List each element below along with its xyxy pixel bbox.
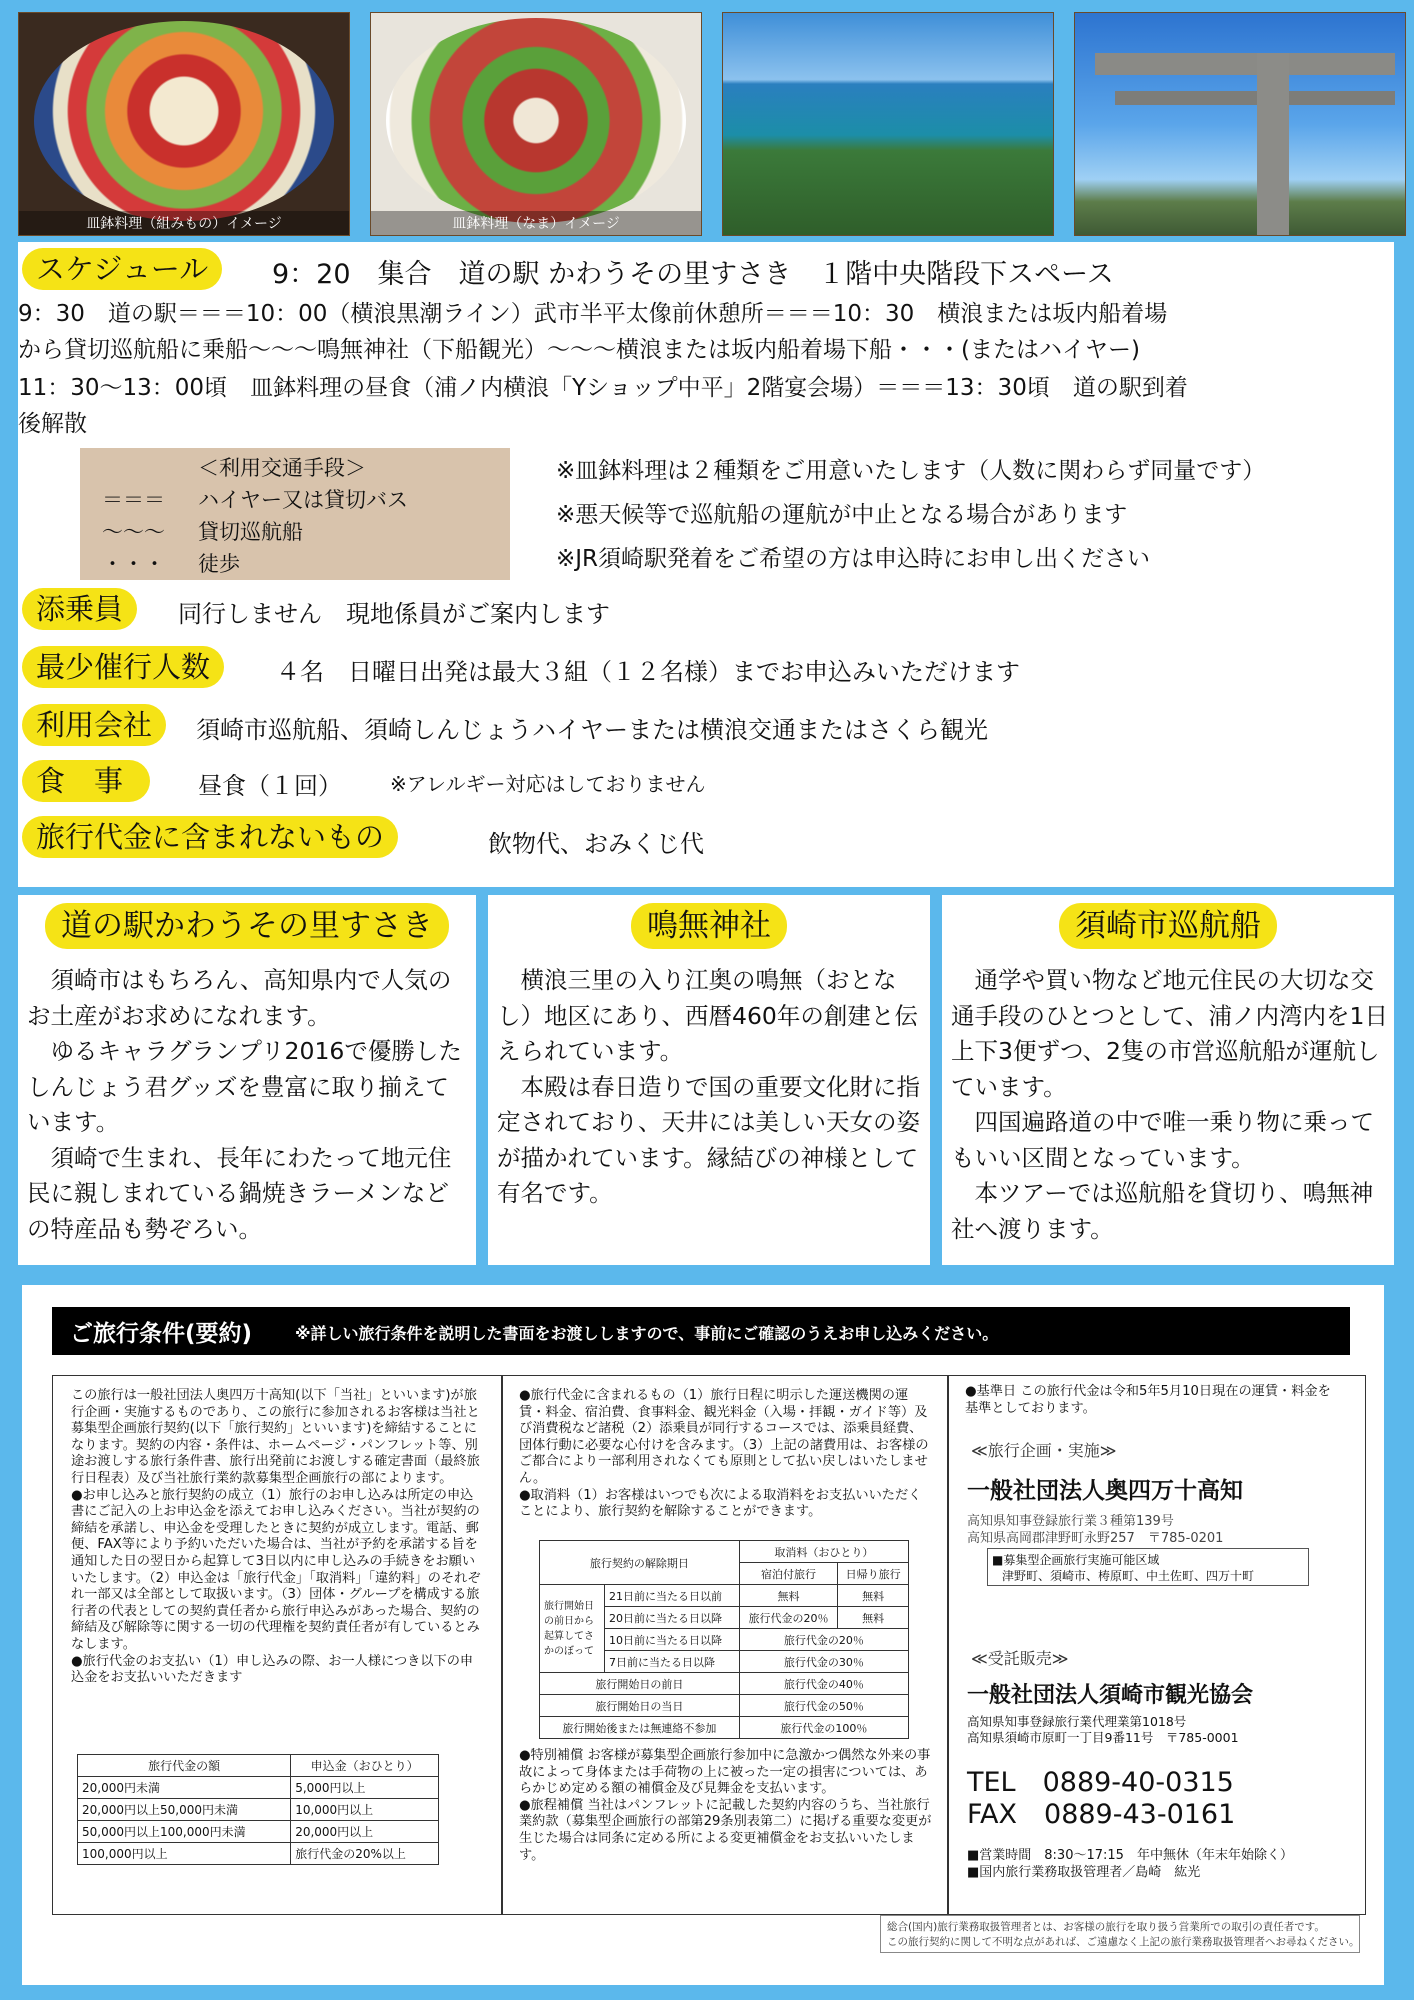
tag-not-included: 旅行代金に含まれないもの [22, 816, 398, 858]
photo-caption: 皿鉢料理（組みもの）イメージ [19, 211, 349, 235]
planner-addr: 高知県高岡郡津野町永野257 〒785-0201 [967, 1531, 1224, 1546]
area-box [987, 1548, 1309, 1586]
table-header: 取消料（おひとり） [739, 1541, 908, 1563]
torii-pillar [1257, 53, 1289, 235]
conditions-subtitle: ※詳しい旅行条件を説明した書面をお渡ししますので、事前にご確認のうえお申し込みください。 [295, 1324, 999, 1343]
table-cell: 5,000円以上 [291, 1777, 439, 1799]
torii-beam [1095, 53, 1395, 75]
table-row [540, 1673, 909, 1695]
planner-label: ≪旅行企画・実施≫ [971, 1441, 1117, 1460]
divider [947, 1376, 949, 1914]
table-cell: 10日前に当たる日以降 [605, 1629, 740, 1651]
photo-sawachi-kumimono [18, 12, 350, 236]
legend-sym-walk: ・・・ [102, 552, 165, 576]
footnote-line: 総合(国内)旅行業務取扱管理者とは、お客様の旅行を取り扱う営業所での取引の責任者です。 [887, 1921, 1325, 1933]
column-paragraph: ゆるキャラグランプリ2016で優勝したしんじょう君グッズを豊富に取り揃えています。 [27, 1037, 462, 1136]
photo-sawachi-nama [370, 12, 702, 236]
table-cell: 10,000円以上 [291, 1799, 439, 1821]
table-cell: 旅行代金の100％ [739, 1717, 908, 1739]
legend-title: ＜利用交通手段＞ [198, 456, 366, 480]
planner-reg: 高知県知事登録旅行業３種第139号 [967, 1514, 1174, 1529]
photo-torii [1074, 12, 1406, 236]
not-included-text: 飲物代、おみくじ代 [488, 830, 704, 858]
table-cell: 21日前に当たる日以前 [605, 1585, 740, 1607]
fax-number: FAX 0889-43-0161 [967, 1799, 1236, 1830]
table-cell: 無料 [739, 1585, 837, 1607]
conditions-paragraph: ●取消料（1）お客様はいつでも次による取消料をお支払いいただくことにより、旅行契約を解除することができます。 [519, 1487, 922, 1520]
table-cell: 無料 [838, 1585, 909, 1607]
cancel-fee-table [539, 1540, 909, 1739]
table-header: 旅行代金の額 [78, 1755, 291, 1777]
table-cell: 100,000円以上 [78, 1843, 291, 1865]
photo-caption: 皿鉢料理（なま）イメージ [371, 211, 701, 235]
dish-image [386, 18, 686, 223]
travel-conditions-panel [22, 1285, 1384, 1985]
schedule-line-3: 11：30〜13：00頃 皿鉢料理の昼食（浦ノ内横浪「Yショップ中平」2階宴会場）＝＝＝13：30頃 道の駅到着 [18, 375, 1188, 401]
table-cell: 旅行代金の30％ [739, 1651, 908, 1673]
divider [501, 1376, 503, 1914]
column-paragraph: 本ツアーでは巡航船を貸切り、鳴無神社へ渡ります。 [951, 1179, 1374, 1243]
legend-label-car: ハイヤー又は貸切バス [198, 488, 408, 512]
tag-min-participants: 最少催行人数 [22, 646, 224, 688]
dish-image [34, 21, 334, 221]
schedule-line-2: から貸切巡航船に乗船〜〜〜鳴無神社（下船観光）〜〜〜横浪または坂内船着場下船・・・(またはハイヤー) [18, 337, 1140, 363]
planner-name: 一般社団法人奥四万十高知 [967, 1478, 1243, 1504]
column-otonashi-shrine [488, 895, 930, 1265]
conditions-paragraph: この旅行は一般社団法人奥四万十高知(以下「当社」といいます)が旅行企画・実施するものであり、この旅行に参加されるお客様は当社と募集型企画旅行契約(以下「旅行契約」といいます)を締結することになります。契約の内容・条件は、ホームページ・パンフレット等、別途お渡しする旅行条件書、旅行出発前にお渡しする確定書面（最終旅行日程表）及び当社旅行業約款募集型企画旅行の部によります。 [71, 1388, 480, 1486]
table-row [78, 1843, 439, 1865]
conditions-paragraph: ●旅行代金のお支払い（1）申し込みの際、お一人様につき以下の申込金をお支払いいただきます [71, 1653, 474, 1686]
column-paragraph: 須崎で生まれ、長年にわたって地元住民に親しまれている鍋焼きラーメンなどの特産品も勢ぞろい。 [27, 1143, 452, 1243]
conditions-paragraph: ●旅程補償 当社はパンフレットに記載した契約内容のうち、当社旅行業約款（募集型企画旅行の部第29条別表第二）に掲げる重要な変更が生じた場合は同条に定める所による変更補償金をお支払いいたします。 [519, 1797, 932, 1863]
table-header: 日帰り旅行 [838, 1563, 909, 1585]
table-cell: 旅行開始日の当日 [540, 1695, 740, 1717]
column-paragraph: 須崎市はもちろん、高知県内で人気のお土産がお求めになれます。 [27, 966, 452, 1030]
conditions-col2a [519, 1388, 933, 1521]
schedule-line-4: 後解散 [18, 411, 87, 437]
footnote-line: この旅行契約に関して不明な点があれば、ご遠慮なく上記の旅行業務取扱管理者へお尋ねください。 [887, 1936, 1360, 1948]
conditions-col1 [71, 1388, 483, 1687]
column-body [951, 963, 1388, 1247]
conditions-col2b [519, 1748, 933, 1864]
column-body [27, 963, 470, 1247]
column-paragraph: 通学や買い物など地元住民の大切な交通手段のひとつとして、浦ノ内湾内を1日上下3便ずつ、2隻の市営巡航船が運航しています。 [951, 966, 1389, 1101]
photo-coast [722, 12, 1054, 236]
deposit-table [77, 1754, 439, 1865]
schedule-tag: スケジュール [22, 248, 222, 290]
torii-beam-2 [1115, 91, 1395, 105]
legend-sym-car: ＝＝＝ [102, 488, 165, 512]
seller-reg: 高知県知事登録旅行業代理業第1018号 [967, 1714, 1187, 1729]
column-body [497, 963, 924, 1212]
legend-label-boat: 貸切巡航船 [198, 520, 303, 544]
table-cell: 旅行代金の20%以上 [291, 1843, 439, 1865]
table-cell: 旅行開始後または無連絡不参加 [540, 1717, 740, 1739]
transport-legend [80, 448, 510, 580]
note-jr: ※JR須崎駅発着をご希望の方は申込時にお申し出ください [556, 546, 1151, 572]
legend-sym-boat: 〜〜〜 [102, 520, 165, 544]
conditions-frame [52, 1375, 1366, 1915]
table-row [78, 1821, 439, 1843]
conditions-paragraph: ●特別補償 お客様が募集型企画旅行参加中に急激かつ偶然な外来の事故によって身体または手荷物の上に被った一定の損害については、あらかじめ定める額の補償金及び見舞金を支払います。 [519, 1748, 931, 1797]
meal-text: 昼食（１回） [198, 772, 342, 800]
table-cell: 旅行代金の50％ [739, 1695, 908, 1717]
travel-manager: ■国内旅行業務取扱管理者／島崎 紘光 [967, 1865, 1201, 1880]
table-cell: 20,000円以上 [291, 1821, 439, 1843]
meal-note: ※アレルギー対応はしておりません [390, 772, 706, 796]
conditions-paragraph: ●お申し込みと旅行契約の成立（1）旅行のお申し込みは所定の申込書にご記入の上お申込金を添えてお申し込みください。当社が契約の締結を承諾し、申込金を受理したときに契約が成立します。電話、郵便、FAX等により予約いただいた場合は、当社が予約を承諾する旨を通知した日の翌日から起算して3日以内に申し込みの手続きをお願いいたします。（2）申込金は「旅行代金」「取消料」「違約料」のそれぞれ一部又は全部として取扱います。（3）団体・グループを構成する旅行者の代表としての契約責任者から旅行申込みがあった場合、契約の締結及び解除等に関する一切の代理権を契約責任者が有しているとみなします。 [71, 1487, 481, 1652]
conditions-title: ご旅行条件(要約) [70, 1321, 253, 1347]
table-header: 旅行契約の解除期日 [540, 1541, 740, 1585]
tag-companies: 利用会社 [22, 704, 166, 746]
tag-meal: 食 事 [22, 760, 150, 802]
footnote-box [880, 1915, 1360, 1953]
table-cell: 20,000円未満 [78, 1777, 291, 1799]
table-row [540, 1585, 909, 1607]
seller-name: 一般社団法人須崎市観光協会 [967, 1683, 1254, 1708]
area-label: ■募集型企画旅行実施可能区域 [992, 1553, 1160, 1567]
tour-conductor-text: 同行しません 現地係員がご案内します [178, 600, 610, 628]
column-title: 道の駅かわうその里すさき [45, 903, 449, 949]
meeting-text: 9：20 集合 道の駅 かわうその里すさき １階中央階段下スペース [272, 259, 1114, 290]
table-cell: 旅行代金の40％ [739, 1673, 908, 1695]
column-paragraph: 本殿は春日造りで国の重要文化財に指定されており、天井には美しい天女の姿が描かれています。縁結びの神様として有名です。 [497, 1072, 920, 1207]
schedule-line-1: 9：30 道の駅＝＝＝10：00（横浪黒潮ライン）武市半平太像前休憩所＝＝＝10：30 横浪または坂内船着場 [18, 301, 1168, 327]
table-row [540, 1695, 909, 1717]
companies-text: 須崎市巡航船、須崎しんじょうハイヤーまたは横浪交通またはさくら観光 [196, 716, 988, 744]
table-cell: 無料 [838, 1607, 909, 1629]
table-side-label: 旅行開始日の前日から起算してさかのぼって [540, 1585, 605, 1673]
column-title: 須崎市巡航船 [1059, 903, 1277, 949]
table-cell: 旅行開始日の前日 [540, 1673, 740, 1695]
tel-number: TEL 0889-40-0315 [967, 1767, 1234, 1798]
column-paragraph: 横浪三里の入り江奥の鳴無（おとなし）地区にあり、西暦460年の創建と伝えられています。 [497, 966, 918, 1065]
table-row [78, 1799, 439, 1821]
table-cell: 7日前に当たる日以降 [605, 1651, 740, 1673]
conditions-paragraph: ●旅行代金に含まれるもの（1）旅行日程に明示した運送機関の運賃・料金、宿泊費、食事料金、観光料金（入場・拝観・ガイド等）及び消費税など諸税（2）添乗員が同行するコースでは、添乗員経費、団体行動に必要な心付けを含みます。（3）上記の諸費用は、お客様のご都合により一部利用されなくても原則として払い戻しはいたしません。 [519, 1388, 929, 1486]
area-text: 津野町、須崎市、梼原町、中土佐町、四万十町 [1002, 1569, 1255, 1583]
note-sawachi: ※皿鉢料理は２種類をご用意いたします（人数に関わらず同量です） [556, 458, 1266, 484]
conditions-header [52, 1307, 1350, 1355]
legend-label-walk: 徒歩 [198, 552, 240, 576]
seller-addr: 高知県須崎市原町一丁目9番11号 〒785-0001 [967, 1730, 1239, 1745]
note-weather: ※悪天候等で巡航船の運航が中止となる場合があります [556, 502, 1128, 528]
table-header: 宿泊付旅行 [739, 1563, 837, 1585]
table-row [540, 1717, 909, 1739]
column-paragraph: 四国遍路道の中で唯一乗り物に乗ってもいい区間となっています。 [951, 1108, 1374, 1172]
table-cell: 50,000円以上100,000円未満 [78, 1821, 291, 1843]
table-header: 申込金（おひとり） [291, 1755, 439, 1777]
table-cell: 旅行代金の20％ [739, 1629, 908, 1651]
base-date: ●基準日 この旅行代金は令和5年5月10日現在の運賃・料金を基準としております。 [965, 1384, 1331, 1416]
column-michinoeki [18, 895, 476, 1265]
min-participants-text: ４名 日曜日出発は最大３組（１２名様）までお申込みいただけます [276, 658, 1020, 686]
business-hours: ■営業時間 8:30〜17:15 年中無休（年末年始除く） [967, 1848, 1293, 1863]
table-cell: 20,000円以上50,000円未満 [78, 1799, 291, 1821]
column-ferry [942, 895, 1394, 1265]
tag-tour-conductor: 添乗員 [22, 588, 137, 630]
table-row [78, 1777, 439, 1799]
column-title: 鳴無神社 [631, 903, 787, 949]
table-cell: 旅行代金の20％ [739, 1607, 837, 1629]
table-cell: 20日前に当たる日以降 [605, 1607, 740, 1629]
seller-label: ≪受託販売≫ [971, 1649, 1069, 1668]
